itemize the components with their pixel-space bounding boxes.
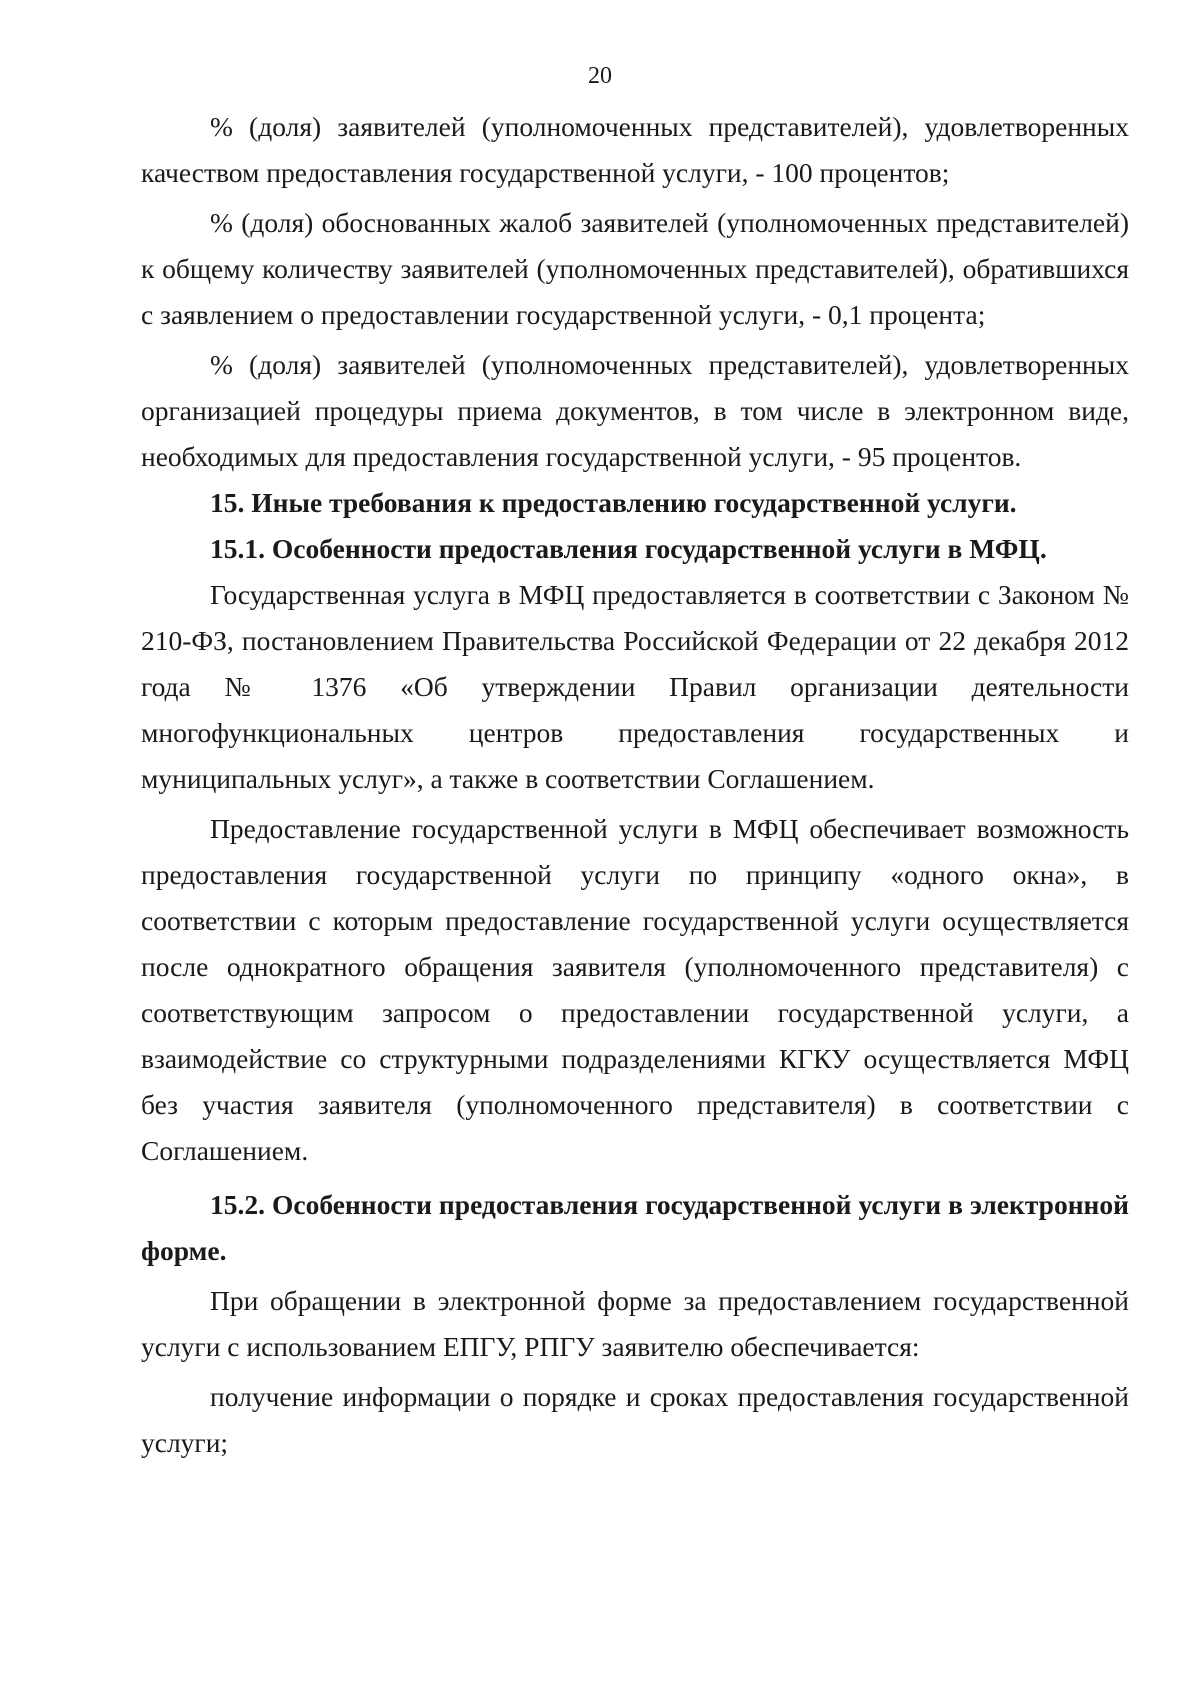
paragraph-info-list-item: получение информации о порядке и сроках предоставления государственной услуги; [141,1381,1129,1458]
document-body [141,104,1129,1466]
paragraph-mfc-legal-basis: Государственная услуга в МФЦ предоставляется в соответствии с Законом № 210-ФЗ, постановлением Правительства Российской Федерации от 22 декабря 2012 года № 1376 «Об утверждении Правил организации деятельности многофункциональных центров предоставления государственных и муниципальных услуг», а также в соответствии Соглашением. [141,579,1129,794]
section-heading-15-2: 15.2. Особенности предоставления государственной услуги в электронной форме. [141,1189,1129,1266]
paragraph-one-window-principle: Предоставление государственной услуги в МФЦ обеспечивает возможность предоставления государственной услуги по принципу «одного окна», в соответствии с которым предоставление государственной услуги осуществляется после однократного обращения заявителя (уполномоченного представителя) с соответствующим запросом о предоставлении государственной услуги, а взаимодействие со структурными подразделениями КГКУ осуществляется МФЦ без участия заявителя (уполномоченного представителя) в соответствии с Соглашением. [141,813,1129,1166]
paragraph-electronic-request: При обращении в электронной форме за предоставлением государственной услуги с использованием ЕПГУ, РПГУ заявителю обеспечивается: [141,1285,1129,1362]
paragraph-complaints-share: % (доля) обоснованных жалоб заявителей (уполномоченных представителей) к общему количеству заявителей (уполномоченных представителей), обратившихся с заявлением о предоставлении государственной услуги, - 0,1 процента; [141,207,1129,330]
paragraph-satisfaction-quality: % (доля) заявителей (уполномоченных представителей), удовлетворенных качеством предоставления государственной услуги, - 100 процентов; [141,111,1129,188]
section-heading-15-1: 15.1. Особенности предоставления государственной услуги в МФЦ. [210,533,1047,564]
paragraph-reception-satisfaction: % (доля) заявителей (уполномоченных представителей), удовлетворенных организацией процедуры приема документов, в том числе в электронном виде, необходимых для предоставления государственной услуги, - 95 процентов. [141,349,1129,472]
section-heading-15: 15. Иные требования к предоставлению государственной услуги. [210,487,1017,518]
page-number: 20 [588,63,612,89]
